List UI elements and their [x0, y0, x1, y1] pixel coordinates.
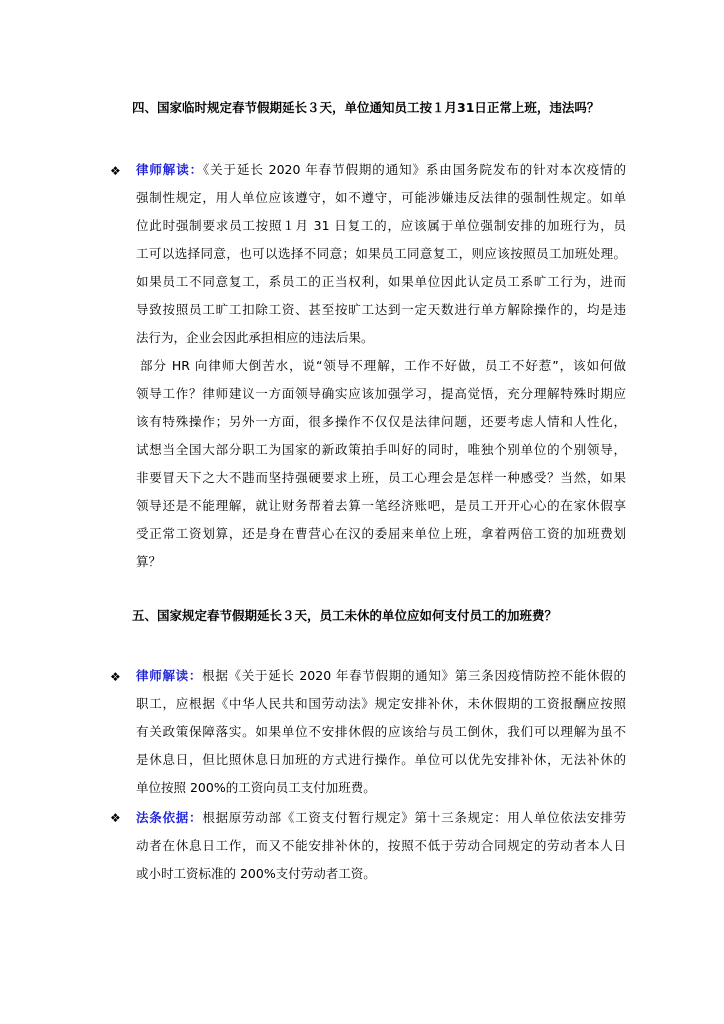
text-line: 试想当全国大部分职工为国家的新政策拍手叫好的同时，唯独个别单位的个别领导，	[136, 442, 626, 457]
text-line: 领导还是不能理解，就让财务帮着去算一笔经济账吧，是员工开开心心的在家休假享	[136, 498, 626, 513]
text-line: 领导工作？律师建议一方面领导确实应该加强学习，提高觉悟，充分理解特殊时期应	[136, 386, 626, 401]
text-line: 律师解读：根据《关于延长 2020 年春节假期的通知》第三条因疫情防控不能休假的	[136, 668, 626, 683]
lawyer-interpretation-label: 律师解读：	[136, 162, 203, 177]
text-line: 该有特殊操作；另外一方面，很多操作不仅仅是法律问题，还要考虑人情和人性化，	[136, 414, 626, 429]
text-line: 位此时强制要求员工按照１月 31 日复工的，应该属于单位强制安排的加班行为，员	[136, 218, 626, 233]
text-line: 导致按照员工旷工扣除工资、甚至按旷工达到一定天数进行单方解除操作的，均是违	[136, 302, 626, 317]
text-line: 如果员工不同意复工，系员工的正当权利，如果单位因此认定员工系旷工行为，进而	[136, 274, 626, 289]
text-line: 受正常工资划算，还是身在曹营心在汉的委屈来单位上班，拿着两倍工资的加班费划	[136, 526, 626, 541]
section-5-heading: 五、国家规定春节假期延长３天，员工未休的单位应如何支付员工的加班费？	[132, 608, 558, 623]
text-line: 部分 HR 向律师大倒苦水，说“领导不理解，工作不好做，员工不好惹”，该如何做	[140, 358, 626, 373]
legal-basis-label: 法条依据：	[136, 810, 203, 825]
text-line: 动者在休息日工作，而又不能安排补休的，按照不低于劳动合同规定的劳动者本人日	[136, 838, 626, 853]
section-4-heading: 四、国家临时规定春节假期延长３天，单位通知员工按１月31日正常上班，违法吗？	[132, 100, 600, 115]
text-line: 是休息日，但比照休息日加班的方式进行操作。单位可以优先安排补休，无法补休的	[136, 752, 626, 767]
lawyer-interpretation-label: 律师解读：	[136, 668, 203, 683]
section-4-answer	[136, 156, 626, 576]
text-line: 法条依据：根据原劳动部《工资支付暂行规定》第十三条规定：用人单位依法安排劳	[136, 810, 626, 825]
text-line: 非要冒天下之大不韪而坚持强硬要求上班，员工心理会是怎样一种感受？当然，如果	[136, 470, 626, 485]
text-line: 法行为，企业会因此承担相应的违法后果。	[136, 330, 374, 345]
text-line: 或小时工资标准的 200%支付劳动者工资。	[136, 866, 376, 881]
bullet-diamond-icon: ❖	[110, 811, 121, 825]
bullet-diamond-icon: ❖	[110, 164, 121, 178]
text-line: 强制性规定，用人单位应该遵守，如不遵守，可能涉嫌违反法律的强制性规定。如单	[136, 190, 626, 205]
text-line: 单位按照 200%的工资向员工支付加班费。	[136, 780, 376, 795]
bullet-diamond-icon: ❖	[110, 670, 121, 684]
text-line: 律师解读：《关于延长 2020 年春节假期的通知》系由国务院发布的针对本次疫情的	[136, 162, 626, 177]
text-line: 算？	[136, 554, 162, 569]
text-line: 有关政策保障落实。如果单位不安排休假的应该给与员工倒休，我们可以理解为虽不	[136, 724, 626, 739]
text-line: 职工，应根据《中华人民共和国劳动法》规定安排补休，未休假期的工资报酬应按照	[136, 696, 626, 711]
text-line: 工可以选择同意，也可以选择不同意；如果员工同意复工，则应该按照员工加班处理。	[136, 246, 626, 261]
section-5-legal-basis	[136, 804, 626, 888]
section-5-answer	[136, 662, 626, 802]
